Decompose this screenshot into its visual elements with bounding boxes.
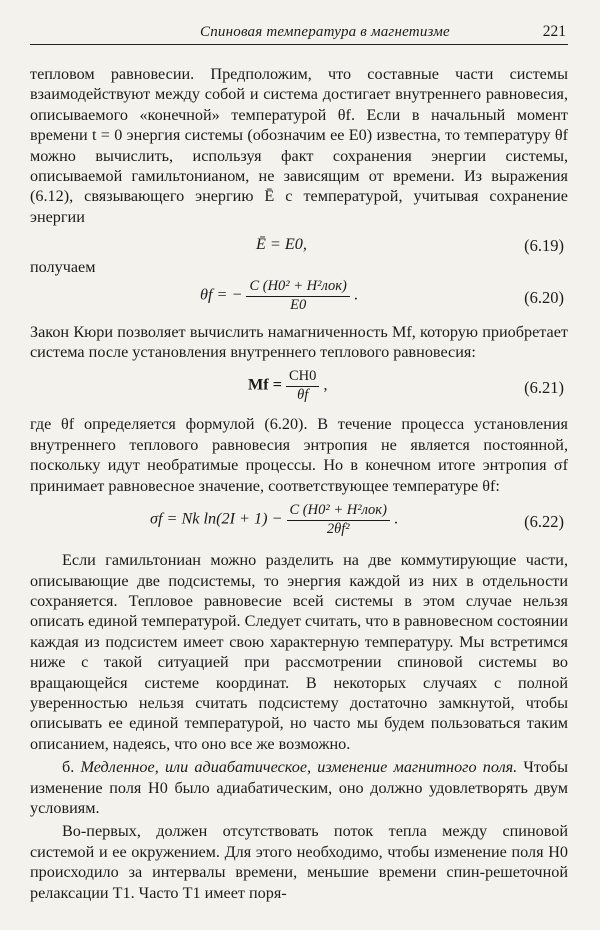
equation-6-20-numerator: C (H0² + H²лок) — [246, 278, 349, 297]
paragraph-5: Во-первых, должен отсутствовать поток тепла между спиновой системой и ее окружением. Для этого необходимо, чтобы изменение поля H0 происходило за интервалы времени, меньшие времени спин-решеточной релаксации T1. Часто T1 имеет поря- — [30, 822, 568, 902]
page-number: 221 — [542, 23, 566, 40]
section-b — [30, 757, 568, 818]
equation-6-20-fraction — [246, 278, 349, 314]
equation-6-20-denominator: E0 — [290, 296, 307, 313]
equation-6-20 — [30, 276, 568, 318]
paragraph-1: тепловом равновесии. Предположим, что составные части системы взаимодействуют между собой и система достигает внутреннего равновесия, описываемого «конечной» температурой θf. Если в начальный момент времени t = 0 энергия системы (обозначим ее E0) известна, то температуру θf можно вычислить, используя факт сохранения энергии системы, описываемой гамильтонианом, не зависящим от времени. Из выражения (6.12), связывающего энергию Ē с температурой, учитывая сохранение энергии — [30, 65, 568, 226]
text-body — [30, 64, 568, 903]
section-b-title: Медленное, или адиабатическое, изменение магнитного поля. — [80, 758, 518, 777]
section-b-label: б. — [62, 758, 75, 777]
equation-6-22-denominator: 2θf² — [326, 521, 350, 538]
paragraph-2: Закон Кюри позволяет вычислить намагниченность Mf, которую приобретает система после установления внутреннего теплового равновесия: — [30, 322, 568, 362]
equation-6-22-lhs: σf = Nk ln(2I + 1) − — [150, 509, 283, 528]
equation-6-22-number: (6.22) — [524, 512, 564, 532]
equation-6-20-tail: . — [353, 285, 358, 304]
equation-6-22-tail: . — [393, 509, 399, 528]
equation-6-20-number: (6.20) — [524, 287, 564, 307]
equation-6-22-fraction — [287, 502, 390, 538]
equation-6-22-numerator: C (H0² + H²лок) — [287, 502, 390, 521]
paragraph-3: где θf определяется формулой (6.20). В течение процесса установления внутреннего теплового равновесия энтропия не является постоянной, поскольку идут необратимые процессы. Но в конечном итоге энтропия σf принимает равновесное значение, соответствующее температуре θf: — [30, 415, 568, 495]
equation-6-21-numerator: CH0 — [286, 368, 319, 387]
paragraph-4: Если гамильтониан можно разделить на две коммутирующие части, описывающие две подсистемы, то энергия каждой из них в отдельности сохраняется. Тепловое равновесие всей системы в этом случае нельзя описать единой температурой. Следует считать, что в равновесном состоянии каждая из подсистем имеет свою характерную температуру. Мы встретимся ниже с такой ситуацией при рассмотрении спиновой системы во вращающейся системе координат. В некоторых случаях с полной уверенностью нельзя считать подсистему достаточно замкнутой, чтобы описывать ее единой температурой, но часто мы будем пользоваться таким описанием, надеясь, что оно все же возможно. — [30, 551, 568, 753]
equation-6-19-number: (6.19) — [524, 236, 564, 256]
equation-6-19 — [30, 231, 568, 259]
equation-6-21-fraction — [286, 368, 319, 404]
equation-6-21-tail: , — [323, 376, 328, 395]
page-header — [30, 22, 568, 45]
equation-6-21 — [30, 366, 568, 410]
equation-6-22 — [30, 500, 568, 546]
word-obtain: получаем — [30, 258, 96, 277]
equation-6-19-formula: Ē = E0, — [256, 235, 307, 254]
equation-6-21-number: (6.21) — [524, 378, 564, 398]
section-b-text: Чтобы изменение поля H0 было адиабатическим, оно должно удовлетворять двум условиям. — [30, 758, 568, 817]
running-title: Спиновая температура в магнетизме — [200, 24, 450, 40]
equation-6-21-denominator: θf — [297, 387, 309, 404]
equation-6-21-lhs: Mf = — [248, 376, 282, 395]
equation-6-20-lhs: θf = − — [200, 285, 243, 304]
